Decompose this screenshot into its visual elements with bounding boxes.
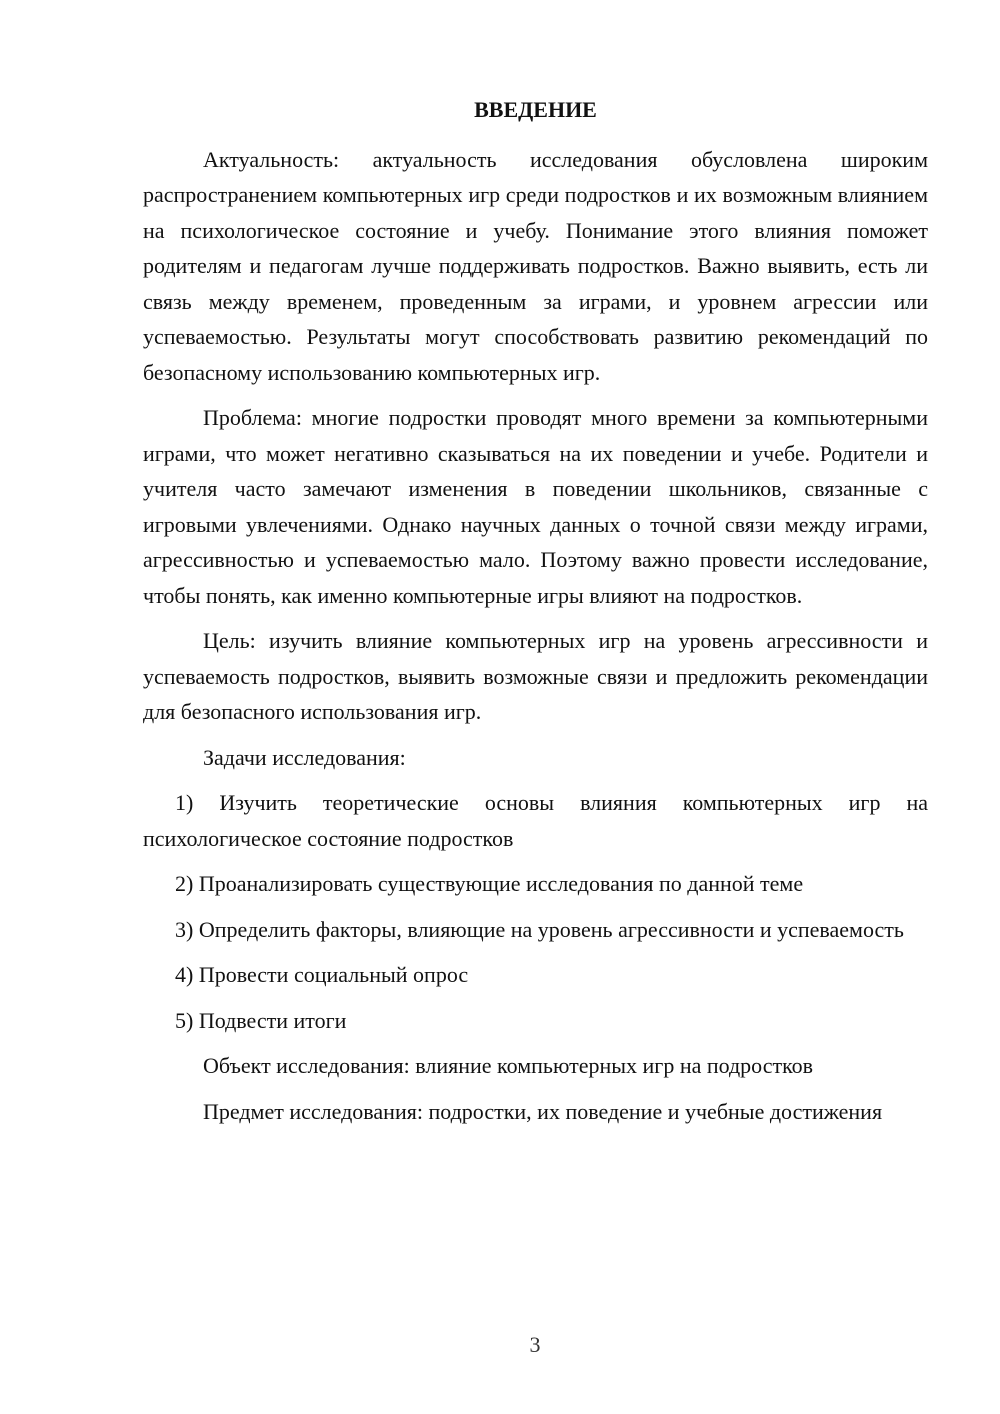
task-item-4: 4) Провести социальный опрос: [175, 962, 469, 987]
page-number: 3: [529, 1332, 541, 1357]
tasks-title: Задачи исследования:: [203, 744, 406, 770]
task-item-1: 1) Изучить теоретические основы влияния компьютерных игр на психологическое состояние подростков: [143, 790, 928, 851]
problem-paragraph: Проблема: многие подростки проводят много времени за компьютерными играми, что может негативно сказываться на их поведении и учебе. Родители и учителя часто замечают изменения в поведении школьников, связанные с игровыми увлечениями. Однако научных данных о точной связи между играми, агрессивностью и успеваемостью мало. Поэтому важно провести исследование, чтобы понять, как именно компьютерные игры влияют на подростков.: [143, 405, 928, 608]
page-heading: ВВЕДЕНИЕ: [474, 97, 597, 122]
task-item-3: 3) Определить факторы, влияющие на уровень агрессивности и успеваемость: [175, 916, 904, 942]
task-item-2: 2) Проанализировать существующие исследования по данной теме: [175, 871, 804, 896]
page-content: [143, 92, 928, 1139]
task-item-5: 5) Подвести итоги: [175, 1007, 347, 1033]
goal-paragraph: Цель: изучить влияние компьютерных игр на уровень агрессивности и успеваемость подростков, выявить возможные связи и предложить рекомендации для безопасного использования игр.: [143, 628, 928, 724]
subject-paragraph: Предмет исследования: подростки, их поведение и учебные достижения: [203, 1098, 883, 1124]
relevance-paragraph: Актуальность: актуальность исследования обусловлена широким распространением компьютерных игр среди подростков и их возможным влиянием на психологическое состояние и учебу. Понимание этого влияния поможет родителям и педагогам лучше поддерживать подростков. Важно выявить, есть ли связь между временем, проведенным за играми, и уровнем агрессии или успеваемостью. Результаты могут способствовать развитию рекомендаций по безопасному использованию компьютерных игр.: [143, 146, 928, 385]
object-paragraph: Объект исследования: влияние компьютерных игр на подростков: [203, 1053, 814, 1078]
